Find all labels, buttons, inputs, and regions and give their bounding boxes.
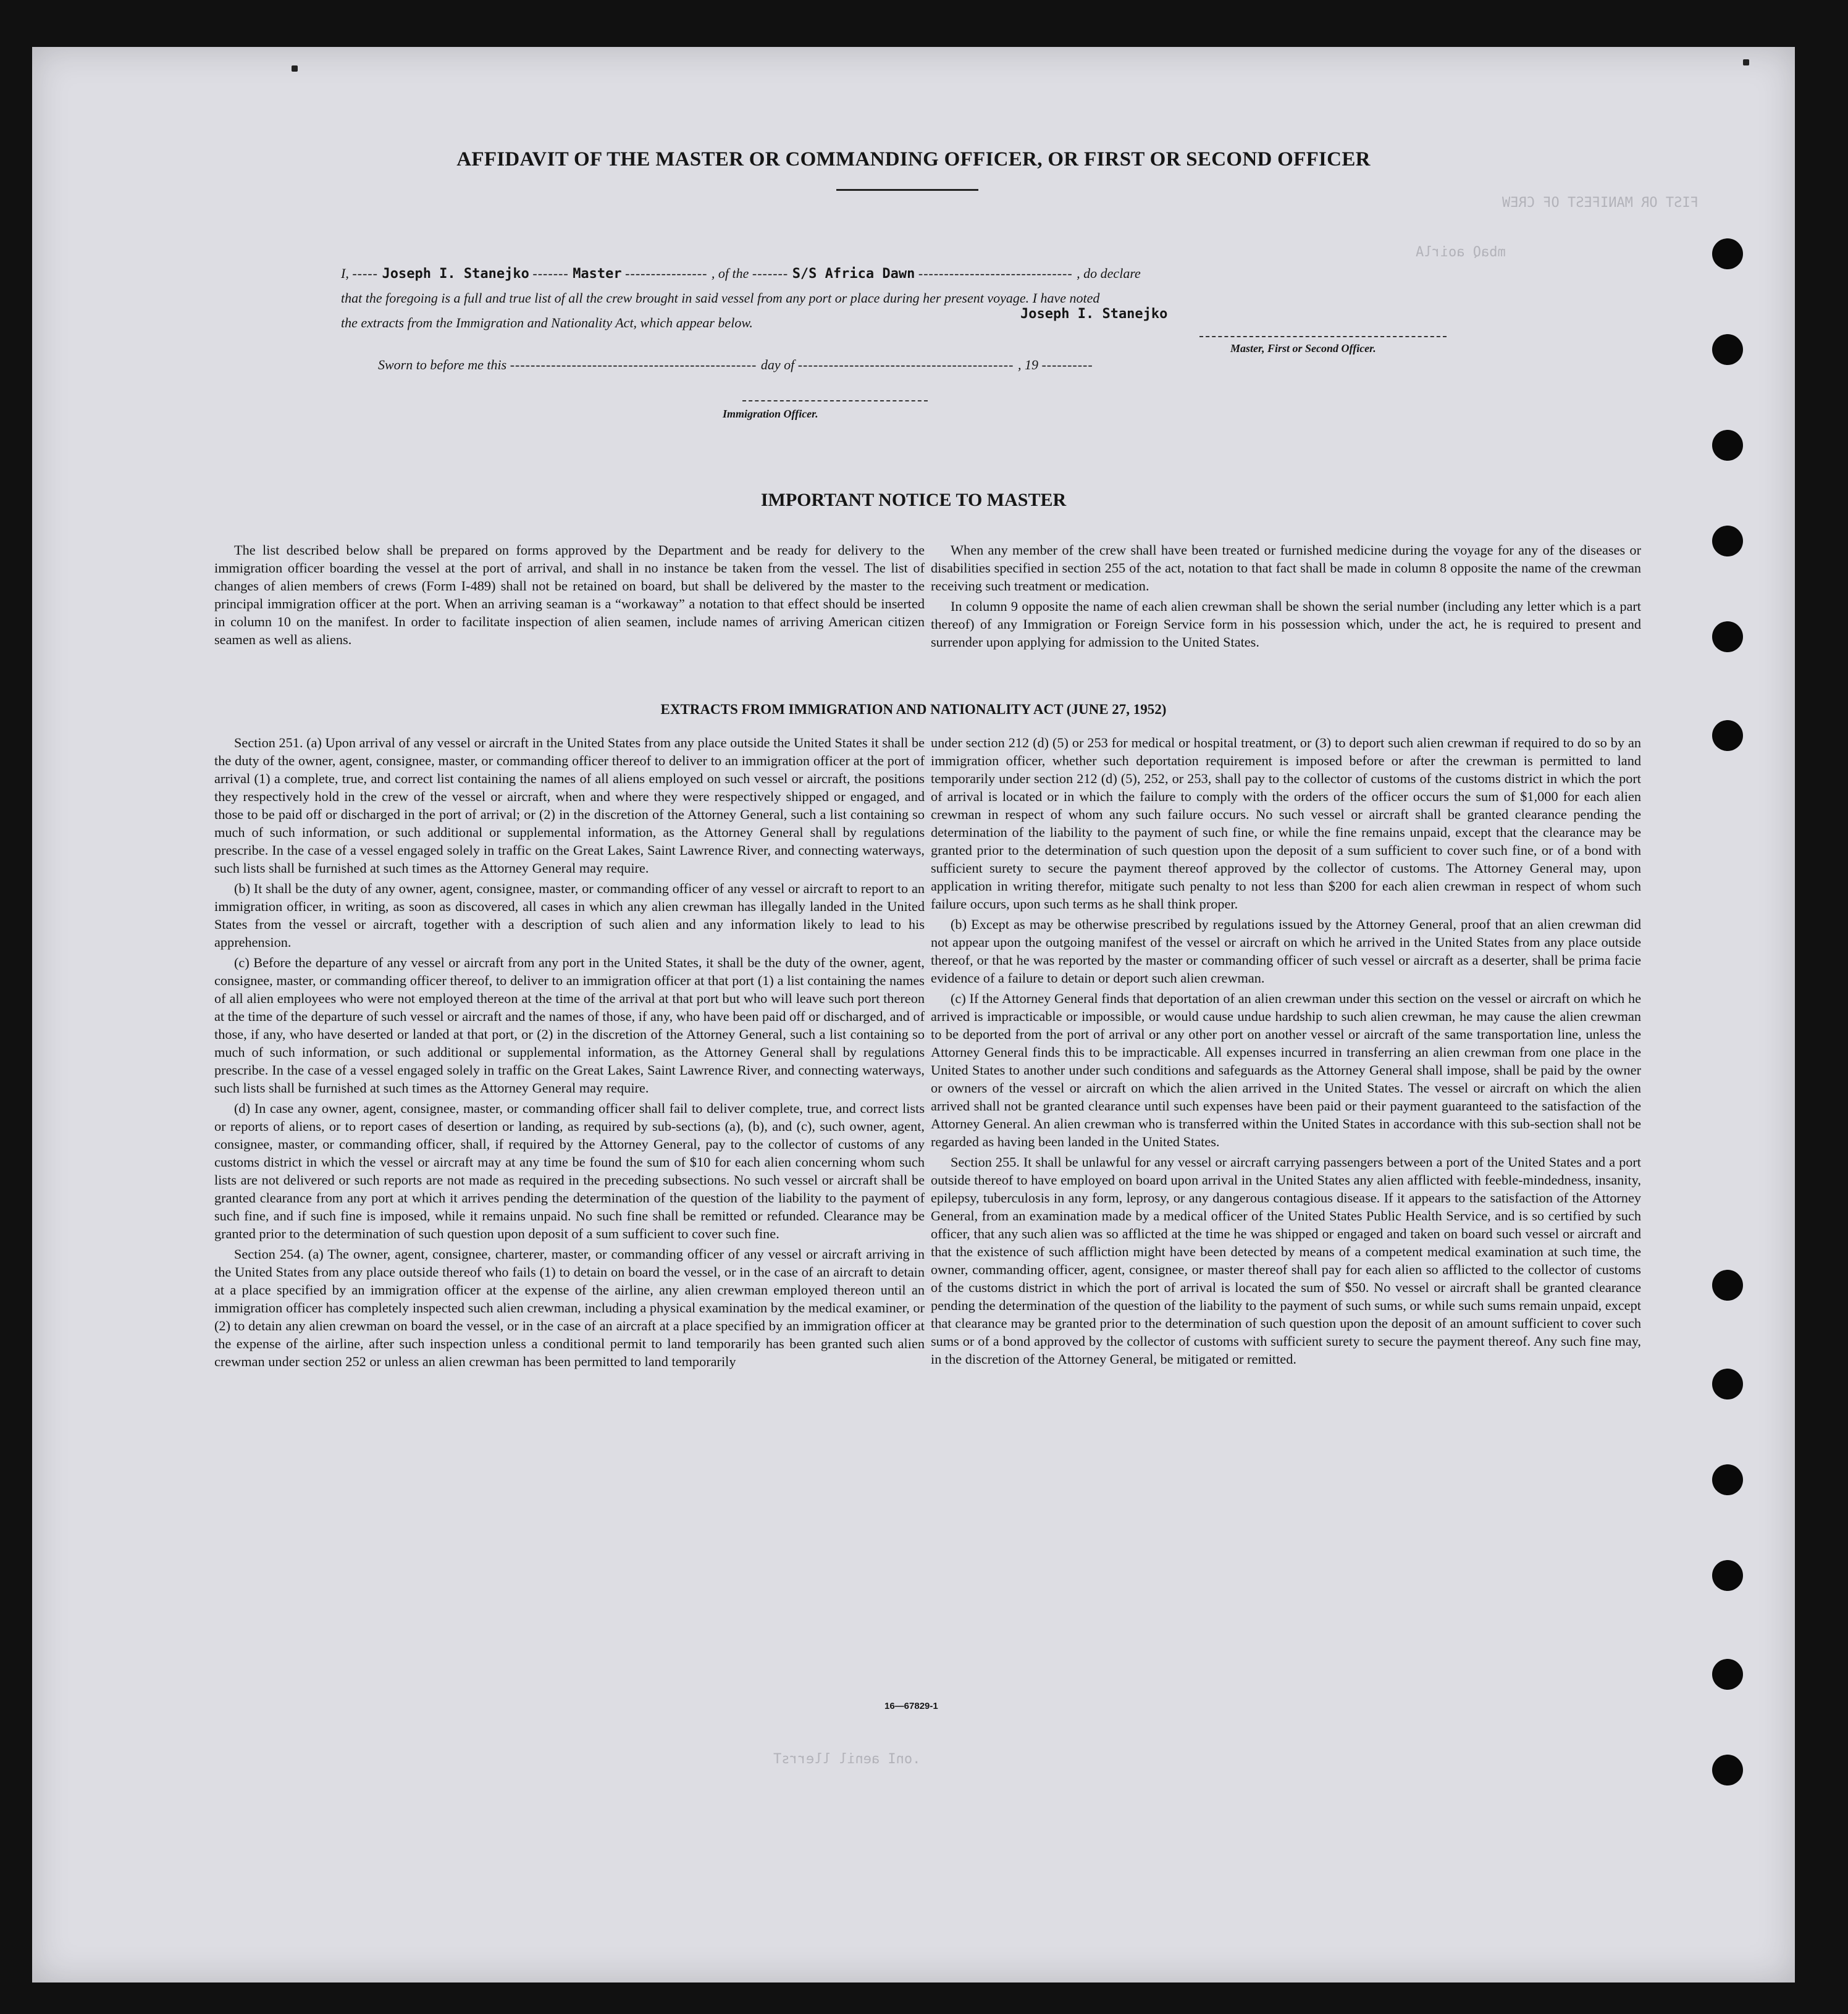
bleed-through-text: FIST OR MANIFEST OF CREW [1502, 195, 1699, 211]
affidavit-line-2: that the foregoing is a full and true list of all the crew brought in said vessel from any port or place during her present voyage. I have noted [341, 290, 1100, 306]
section-255: Section 255. It shall be unlawful for any vessel or aircraft carrying passengers between a port of the United States and a port outside thereof to have employed on board upon arrival in the United States any alien afflicted with feeble-mindedness, insanity, epilepsy, tuberculosis in any form, leprosy, or any dangerous contagious disease. If it appears to the satisfaction of the Attorney General, from an examination made by a medical officer of the United States Public Health Service, and is so certified by such officer, that any such alien was so afflicted at the time he was shipped or engaged and taken on board such vessel or aircraft and that the existence of such affliction might have been detected by means of a competent medical examination at such time, the owner, commanding officer, agent, consignee, or master thereof shall pay for each alien so afflicted to the collector of customs of the customs district in which the port of arrival is located the sum of $50. No vessel or aircraft shall be granted clearance pending the determination of the question of the liability to the payment of such sums, or while such sums remain unpaid, except that clearance may be granted prior to the determination of such question upon the deposit of an amount sufficient to cover such sums or of a bond approved by the collector of customs with sufficient surety to secure the payment thereof. Any such fine may, in the discretion of the Attorney General, be mitigated or remitted. [931, 1154, 1641, 1367]
master-name-field: Joseph I. Stanejko [382, 266, 529, 282]
corner-mark [292, 65, 298, 72]
form-number: 16—67829-1 [884, 1701, 938, 1711]
punch-hole [1712, 430, 1743, 461]
document-page [32, 47, 1795, 1983]
punch-hole [1712, 1755, 1743, 1785]
section-251a: Section 251. (a) Upon arrival of any vessel or aircraft in the United States from any place outside the United States it shall be the duty of the owner, agent, consignee, master, or commanding officer thereof to deliver to an immigration officer at the port of arrival (1) a complete, true, and correct list containing the names of all aliens employed on such vessel or aircraft, the positions they respectively hold in the crew of the vessel or aircraft, when and where they were respectively shipped or engaged, and those to be paid off or discharged in the port of arrival; or (2) in the discretion of the Attorney General, such a list containing so much of such information, or such additional or supplemental information, as the Attorney General shall by regulations prescribe. In the case of a vessel engaged solely in traffic on the Great Lakes, Saint Lawrence River, and connecting waterways, such lists shall be furnished at such times as the Attorney General may require. [214, 735, 925, 876]
officer-signature-line [742, 400, 928, 401]
extracts-heading: EXTRACTS FROM IMMIGRATION AND NATIONALITY ACT (JUNE 27, 1952) [660, 702, 1167, 717]
sworn-line: Sworn to before me this ------------------------------------------------ day of ------------------------------------------ , 19 ---------- [378, 357, 1093, 372]
section-251c: (c) Before the departure of any vessel or aircraft from any port in the United States, it shall be the duty of the owner, agent, consignee, master, or commanding officer thereof, to deliver to an immigration officer at that port (1) a list containing the names of all alien employees who were not employed thereon at the time of the arrival at that port but who will leave such port thereon at the time of the departure of such vessel or aircraft and the names of those, if any, who have been paid off or discharged, and of those, if any, who have deserted or landed at that port, or (2) in the discretion of the Attorney General, such a list containing so much of such information, or such additional or supplemental information, as the Attorney General shall by regulations prescribe. In the case of a vessel engaged solely in traffic on the Great Lakes, Saint Lawrence River, and connecting waterways, such lists shall be furnished at such times as the Attorney General may require. [214, 955, 925, 1096]
punch-hole [1712, 238, 1743, 269]
section-254c: (c) If the Attorney General finds that deportation of an alien crewman under this section on the vessel or aircraft on which he arrived is impracticable or impossible, or would cause undue hardship to such alien crewman, he may cause the alien crewman to be deported from the port of arrival or any other port on another vessel or aircraft of the same transportation line, unless the Attorney General finds this to be impracticable. All expenses incurred in transferring an alien crewman from one place in the United States to another under such conditions and safeguards as the Attorney General shall impose, shall be paid by the owner or owners of the vessel or aircraft on which the alien arrived in the United States. The vessel or aircraft on which the alien arrived shall not be granted clearance until such expenses have been paid or their payment guaranteed to the satisfaction of the Attorney General. An alien crewman who is transferred within the United States in accordance with this sub-section shall not be regarded as having been landed in the United States. [931, 991, 1641, 1149]
notice-paragraph: In column 9 opposite the name of each alien crewman shall be shown the serial number (including any letter which is a part thereof) of any Immigration or Foreign Service form in his possession which, under the act, he is required to present and surrender upon applying for admission to the United States. [931, 598, 1641, 650]
punch-hole [1712, 1464, 1743, 1495]
section-251b: (b) It shall be the duty of any owner, agent, consignee, master, or commanding officer of any vessel or aircraft to report to an immigration officer, in writing, as soon as discovered, all cases in which any alien crewman has illegally landed in the United States from the vessel or aircraft, together with a description of such alien and any information likely to lead to his apprehension. [214, 881, 925, 950]
notice-heading: IMPORTANT NOTICE TO MASTER [760, 490, 1067, 510]
extracts-right-column [931, 734, 1641, 1370]
section-251d: (d) In case any owner, agent, consignee, master, or commanding officer shall fail to deliver complete, true, and correct lists or reports of aliens, or to report cases of desertion or landing, as required by sub-sections (a), (b), and (c), such owner, agent, consignee, master, or commanding officer, shall, if required by the Attorney General, pay to the collector of customs of any customs district in which the vessel or aircraft may at any time be found the sum of $10 for each alien concerning whom such lists are not delivered or such reports are not made as required in the preceding subsections. No such vessel or aircraft shall be granted clearance from any port at which it arrives pending the determination of the question of the liability to the payment of such fine, and if such fine is imposed, while it remains unpaid. No such fine shall be remitted or refunded. Clearance may be granted prior to the determination of such question upon deposit of a sum sufficient to cover such fine. [214, 1101, 925, 1241]
prefix-text: I, [341, 266, 349, 281]
vessel-field: S/S Africa Dawn [792, 266, 915, 282]
master-signature: Joseph I. Stanejko [1020, 306, 1168, 322]
bleed-through-text: .onI aenil llerrsT [773, 1752, 921, 1767]
punch-hole [1712, 1369, 1743, 1399]
of-the-text: , of the [711, 266, 749, 281]
day-label: day of [760, 357, 795, 372]
affidavit-line-3: the extracts from the Immigration and Nationality Act, which appear below. [341, 315, 753, 330]
punch-hole [1712, 1270, 1743, 1301]
corner-mark [1743, 59, 1749, 65]
section-254b: (b) Except as may be otherwise prescribed by regulations issued by the Attorney General, proof that an alien crewman did not appear upon the outgoing manifest of the vessel or aircraft on which he arrived in the United States from any place outside thereof, or that he was reported by the master or commanding officer of such vessel or aircraft as a deserter, shall be prima facie evidence of a failure to detain or deport such alien crewman. [931, 917, 1641, 986]
title-rule [836, 189, 978, 191]
officer-caption: Immigration Officer. [723, 408, 818, 420]
punch-hole [1712, 334, 1743, 365]
punch-hole [1712, 1560, 1743, 1591]
signature-caption: Master, First or Second Officer. [1230, 342, 1376, 355]
section-254a-continued: under section 212 (d) (5) or 253 for medical or hospital treatment, or (3) to deport such alien crewman if required to do so by an immigration officer, whether such deportation requirement is imposed before or after the crewman is permitted to land temporarily under section 212 (d) (5), 252, or 253, shall pay to the collector of customs of the customs district in which the port of arrival is located or in which the failure to comply with the orders of the officer occurs the sum of $1,000 for each alien crewman in respect of whom any such failure occurs. No such vessel or aircraft shall be granted clearance pending the determination of the liability to the payment of such fine, or while the fine remains unpaid, except that the clearance may be granted prior to the determination of such question upon the deposit of a sum sufficient to cover such fine, or of a bond with sufficient surety to secure the payment thereof approved by the collector of customs. The Attorney General may, upon application in writing therefor, mitigate such penalty to not less than $200 for each alien crewman in respect of whom such failure occurs, upon such terms as he shall think proper. [931, 735, 1641, 912]
punch-hole [1712, 1659, 1743, 1690]
year-label: , 19 [1017, 357, 1038, 372]
punch-hole [1712, 526, 1743, 556]
notice-left-column [214, 541, 925, 651]
section-254a: Section 254. (a) The owner, agent, consignee, charterer, master, or commanding officer of any vessel or aircraft arriving in the United States from any place outside thereof who fails (1) to detain on board the vessel, or in the case of an aircraft to detain at a place specified by an immigration officer at the expense of the airline, any alien crewman employed thereon until an immigration officer has completely inspected such alien crewman, including a physical examination by the medical examiner, or (2) to detain any alien crewman on board the vessel, or in the case of an aircraft at a place specified by an immigration officer at the expense of the airline, after such inspection unless a conditional permit to land temporarily has been granted such alien crewman under section 252 or unless an alien crewman has been permitted to land temporarily [214, 1246, 925, 1369]
bleed-through-text: mbaQ aoirlA [1416, 245, 1506, 260]
notice-paragraph: When any member of the crew shall have been treated or furnished medicine during the voyage for any of the diseases or disabilities specified in section 255 of the act, notation to that fact shall be made in column 8 opposite the name of the crewman receiving such treatment or medication. [931, 542, 1641, 594]
do-declare-text: , do declare [1077, 266, 1141, 281]
rank-field: Master [573, 266, 622, 282]
signature-line [1199, 336, 1447, 337]
notice-right-column [931, 541, 1641, 653]
affidavit-line-1: I, ----- Joseph I. Stanejko ------- Master ---------------- , of the ------- S/S Africa Dawn ------------------------------ , do declare [341, 266, 1141, 282]
notice-paragraph: The list described below shall be prepared on forms approved by the Department and be ready for delivery to the immigration officer boarding the vessel at the port of arrival, and shall in no instance be taken from the vessel. The list of changes of alien members of crews (Form I-489) shall not be retained on board, but shall be delivered by the master to the principal immigration officer at the port. When an arriving seaman is a “workaway” a notation to that effect should be inserted in column 10 on the manifest. In order to facilitate inspection of alien seamen, include names of arriving American citizen seamen as well as aliens. [214, 542, 925, 647]
punch-hole [1712, 720, 1743, 751]
extracts-left-column [214, 734, 925, 1373]
affidavit-title: AFFIDAVIT OF THE MASTER OR COMMANDING OFFICER, OR FIRST OR SECOND OFFICER [456, 148, 1371, 170]
punch-hole [1712, 621, 1743, 652]
sworn-label: Sworn to before me this [378, 357, 507, 372]
